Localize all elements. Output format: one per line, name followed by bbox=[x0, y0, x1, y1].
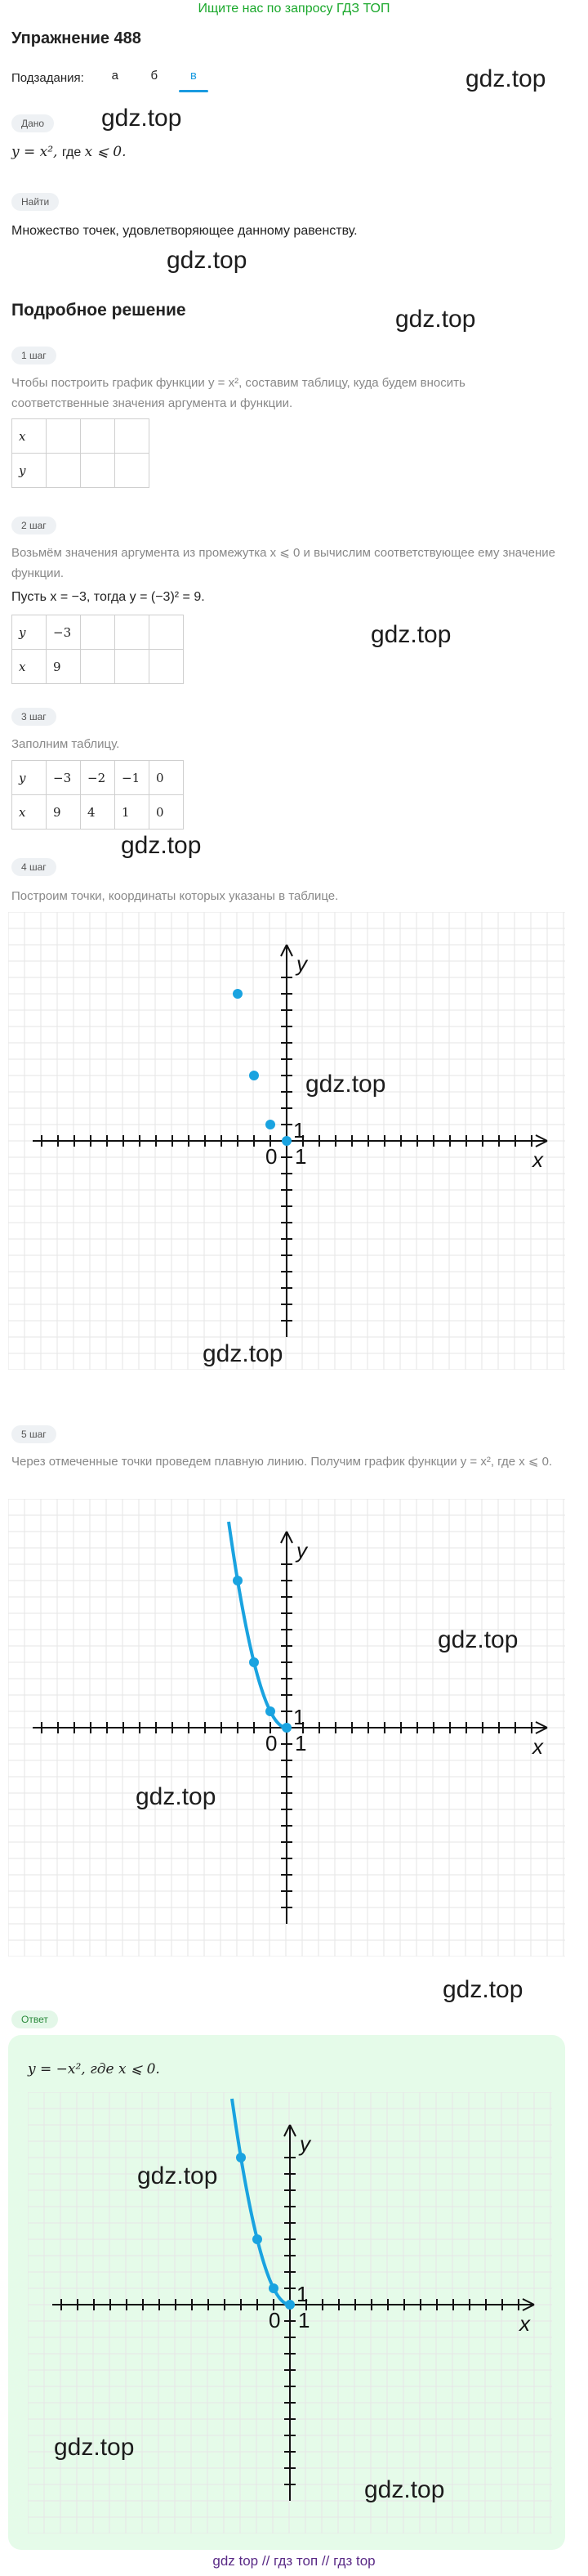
given-chip: Дано bbox=[11, 114, 54, 132]
watermark: gdz.top bbox=[203, 1340, 283, 1367]
step3-table: y −3 −2 −1 0 x 9 4 1 0 bbox=[11, 760, 184, 830]
watermark: gdz.top bbox=[54, 2434, 135, 2461]
step2-line: Пусть x = −3, тогда y = (−3)² = 9. bbox=[11, 590, 205, 604]
cell: y bbox=[12, 454, 47, 488]
subtasks-label: Подзадания: bbox=[11, 71, 84, 85]
data-point bbox=[282, 1136, 292, 1146]
watermark: gdz.top bbox=[167, 247, 247, 274]
step1-table bbox=[11, 418, 149, 488]
tab-a[interactable]: а bbox=[111, 69, 118, 83]
tab-b[interactable]: б bbox=[150, 69, 158, 83]
data-point bbox=[265, 1120, 275, 1129]
answer-chip: Ответ bbox=[11, 2010, 58, 2028]
solution-title: Подробное решение bbox=[11, 301, 186, 320]
y-axis-label: y bbox=[296, 1538, 307, 1563]
watermark: gdz.top bbox=[395, 306, 476, 333]
given-text: y = x², где x ⩽ 0. bbox=[11, 144, 127, 160]
step5-chip: 5 шаг bbox=[11, 1425, 56, 1443]
answer-text: y = −x², где x ⩽ 0. bbox=[28, 2061, 160, 2077]
graph-answer bbox=[28, 2092, 552, 2534]
step2-text: Возьмём значения аргумента из промежутка x ⩽ 0 и вычислим соответствующее ему значение функции. bbox=[11, 546, 555, 580]
y-unit-label: 1 bbox=[293, 1705, 305, 1729]
data-point bbox=[282, 1723, 292, 1733]
data-point bbox=[252, 2234, 262, 2244]
x-unit-label: 1 bbox=[295, 1144, 307, 1169]
origin-label: 0 bbox=[269, 2308, 281, 2332]
find-chip: Найти bbox=[11, 193, 59, 211]
origin-label: 0 bbox=[265, 1731, 278, 1755]
y-axis-label: y bbox=[296, 951, 307, 976]
step4-chip: 4 шаг bbox=[11, 858, 56, 876]
watermark: gdz.top bbox=[364, 2476, 445, 2503]
top-banner[interactable]: Ищите нас по запросу ГДЗ ТОП bbox=[198, 2, 390, 16]
page-title: Упражнение 488 bbox=[11, 29, 141, 47]
step1-chip: 1 шаг bbox=[11, 347, 56, 364]
data-point bbox=[265, 1706, 275, 1716]
data-point bbox=[249, 1071, 259, 1080]
watermark: gdz.top bbox=[443, 1976, 523, 2003]
x-axis-label: x bbox=[532, 1147, 543, 1172]
x-unit-label: 1 bbox=[298, 2308, 310, 2332]
watermark: gdz.top bbox=[371, 621, 452, 648]
origin-label: 0 bbox=[265, 1144, 278, 1169]
tab-v[interactable]: в bbox=[174, 69, 213, 87]
footer-link[interactable]: гдз топ bbox=[274, 2553, 318, 2569]
data-point bbox=[269, 2283, 278, 2293]
find-text: Множество точек, удовлетворяющее данному равенству. bbox=[11, 224, 358, 238]
step5-text: Через отмеченные точки проведем плавную линию. Получим график функции y = x², где x ⩽ 0. bbox=[11, 1455, 553, 1469]
footer-link[interactable]: gdz top bbox=[212, 2553, 259, 2569]
footer-links: gdz top // гдз топ // гдз top bbox=[212, 2553, 376, 2569]
watermark: gdz.top bbox=[101, 105, 182, 132]
step1-text: Чтобы построить график функции y = x², составим таблицу, куда будем вносить соответственные значения аргумента и функции. bbox=[11, 376, 466, 410]
watermark: gdz.top bbox=[121, 832, 202, 859]
data-point bbox=[233, 989, 243, 999]
x-axis-label: x bbox=[532, 1734, 543, 1759]
watermark: gdz.top bbox=[137, 2162, 218, 2189]
watermark: gdz.top bbox=[136, 1783, 216, 1810]
graph-step4 bbox=[8, 912, 565, 1370]
y-axis-label: y bbox=[300, 2131, 310, 2156]
watermark: gdz.top bbox=[438, 1626, 519, 1653]
step3-chip: 3 шаг bbox=[11, 708, 56, 726]
step2-table: y −3 x 9 bbox=[11, 615, 184, 684]
function-curve bbox=[232, 2099, 290, 2305]
watermark: gdz.top bbox=[466, 65, 546, 92]
graph-step5 bbox=[8, 1499, 565, 1957]
data-point bbox=[285, 2300, 295, 2310]
x-unit-label: 1 bbox=[295, 1731, 307, 1755]
step3-text: Заполним таблицу. bbox=[11, 737, 120, 751]
cell: x bbox=[12, 419, 47, 454]
function-curve bbox=[229, 1522, 287, 1728]
data-point bbox=[233, 1576, 243, 1585]
y-unit-label: 1 bbox=[296, 2282, 309, 2306]
step2-chip: 2 шаг bbox=[11, 517, 56, 534]
watermark: gdz.top bbox=[305, 1071, 386, 1098]
x-axis-label: x bbox=[519, 2311, 530, 2336]
data-point bbox=[249, 1657, 259, 1667]
data-point bbox=[236, 2153, 246, 2162]
subtasks-bar bbox=[11, 69, 213, 87]
footer-link[interactable]: гдз top bbox=[333, 2553, 376, 2569]
step4-text: Построим точки, координаты которых указаны в таблице. bbox=[11, 889, 339, 903]
y-unit-label: 1 bbox=[293, 1118, 305, 1143]
